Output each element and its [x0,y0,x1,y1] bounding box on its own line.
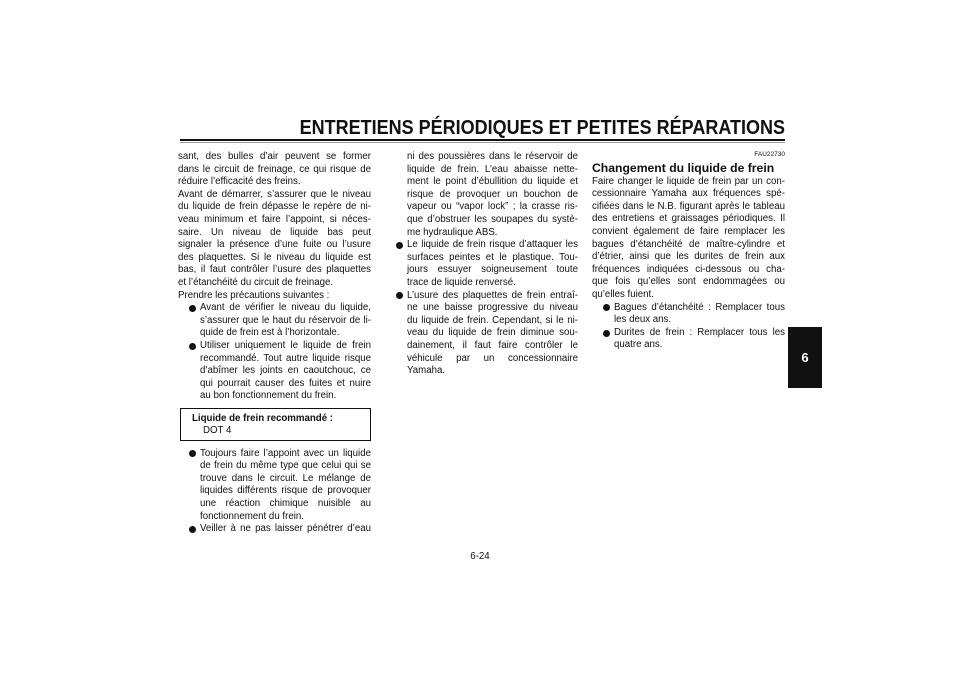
text-line: veau du liquide de frein diminue sou- [407,327,578,339]
text-line: ni des poussières dans le réservoir de [407,151,578,162]
text-line: risque de provoquer un bouchon de [407,188,578,200]
text-line: que d’obstruer les soupapes du systè- [407,213,578,225]
text-line: trace de liquide renversé. [407,276,516,288]
column-3 [592,176,785,352]
paragraph [178,189,371,290]
text-line: Avant de démarrer, s’assurer que le niveau [178,188,371,200]
column-1-lower [178,448,371,536]
text-line: ment le point d’ébullition du liquide et [407,176,578,188]
bullet-item [178,448,371,524]
text-line: s’assurer que le haut du réservoir de li- [200,314,371,326]
column-2 [385,151,578,378]
text-line: réduire l’efficacité des freins. [178,176,301,188]
text-line: bas, il faut contrôler l’usure des plaquettes [178,264,371,276]
text-line: L’usure des plaquettes de frein entraî- [407,289,578,301]
bullet-icon [603,330,610,337]
text-line: Durites de frein : Remplacer tous les [614,326,785,338]
text-line: Prendre les précautions suivantes : [178,289,330,301]
bullet-item [385,239,578,289]
text-line: ne une baisse progressive du niveau [407,302,578,314]
header-rule [180,139,785,141]
text-line: trouve dans le circuit. Le mélange de [200,472,371,484]
text-line: saire. Un niveau de liquide bas peut [178,226,371,238]
text-line: des entretiens et graissages périodiques. Il [592,213,785,225]
paragraph [178,290,371,303]
bullet-icon [189,343,196,350]
text-line: Toujours faire l’appoint avec un liquide [200,447,371,459]
header-rule-shadow [180,142,785,143]
recommended-fluid-value: DOT 4 [203,425,232,437]
section-heading: Changement du liquide de frein [592,161,775,175]
bullet-icon [189,450,196,457]
bullet-icon [189,305,196,312]
text-line: me hydraulique ABS. [407,226,498,238]
bullet-item [592,327,785,352]
text-line: qu’elles fuient. [592,289,654,301]
text-line: quide de frein est à l’horizontale. [200,327,340,339]
bullet-icon [396,242,403,249]
text-line: sant, des bulles d’air peuvent se former [178,151,371,162]
text-line: Yamaha. [407,365,446,377]
bullet-item [178,302,371,340]
page-header-title: ENTRETIENS PÉRIODIQUES ET PETITES RÉPARATIONS [299,115,785,139]
text-line: quatre ans. [614,339,663,351]
text-line: que fois qu’elles sont endommagées ou [592,276,785,288]
chapter-tab [788,327,822,388]
paragraph [592,176,785,302]
text-line: Le liquide de frein risque d’attaquer les [407,239,578,251]
text-line: veau minimum et faire l’appoint, si néces- [178,213,371,225]
text-line: au bon fonctionnement du frein. [200,390,337,402]
page-number: 6-24 [470,551,490,562]
column-1 [178,151,371,403]
text-line: d’abîmer les joints en caoutchouc, ce [200,365,371,377]
text-line: vapeur ou “vapor lock” ; la crasse ris- [407,201,578,213]
text-line: qui pourrait causer des fuites et nuire [200,377,371,389]
text-line: liquides différents risque de provoquer [200,485,371,497]
text-line: d’étrier, ainsi que les durites de frein aux [592,251,785,263]
text-line: Faire changer le liquide de frein par un con- [592,175,785,187]
recommended-fluid-label: Liquide de frein recommandé : [192,412,334,424]
text-line: les deux ans. [614,314,672,326]
text-line: véhicule par un concessionnaire [407,352,578,364]
text-line: dainement, il faut faire contrôler le [407,339,578,351]
text-line: des plaquettes. Si le niveau du liquide est [178,251,371,263]
text-line: cifiées dans le N.B. figurant après le tableau [592,200,785,212]
text-line: du liquide de frein dépasse le repère de ni- [178,201,371,213]
bullet-continuation [385,151,578,239]
text-line: dans le circuit de freinage, ce qui risque de [178,163,371,175]
text-line: recommandé. Tout autre liquide risque [200,352,371,364]
text-line: signaler la présence d’une fuite ou l’usure [178,239,371,251]
recommended-fluid-box [180,408,371,441]
text-line: Bagues d’étanchéité : Remplacer tous [614,301,785,313]
reference-code: FAU22730 [754,151,785,158]
bullet-item [385,290,578,378]
text-line: jours essuyer soigneusement toute [407,264,578,276]
text-line: cessionnaire Yamaha aux fréquences spé- [592,188,785,200]
text-line: fonctionnement du frein. [200,510,304,522]
text-line: surfaces peintes et le plastique. Tou- [407,251,578,263]
text-line: fréquences indiquées ci-dessous ou cha- [592,263,785,275]
text-line: une réaction chimique nuisible au [200,498,371,510]
bullet-item [592,302,785,327]
bullet-item [178,523,371,536]
bullet-icon [189,526,196,533]
text-line: bagues d’étanchéité de maître-cylindre et [592,238,785,250]
bullet-icon [603,304,610,311]
text-line: liquide de frein. L’eau abaisse nette- [407,163,578,175]
text-line: Veiller à ne pas laisser pénétrer d’eau [200,523,371,535]
text-line: de frein du même type que celui qui se [200,460,371,472]
paragraph [178,151,371,189]
text-line: Utiliser uniquement le liquide de frein [200,339,371,351]
text-line: Avant de vérifier le niveau du liquide, [200,302,371,314]
chapter-tab-number: 6 [801,350,809,365]
text-line: du liquide de frein. Cependant, si le ni- [407,314,578,326]
text-line: et l’étanchéité du circuit de freinage. [178,276,334,288]
bullet-item [178,340,371,403]
text-line: convient également de faire remplacer les [592,226,785,238]
bullet-icon [396,292,403,299]
